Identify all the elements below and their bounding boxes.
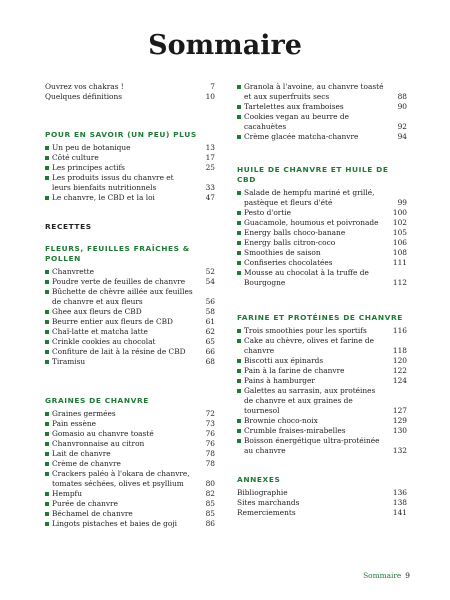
toc-entry[interactable]: Le chanvre, le CBD et la loi 47: [45, 193, 215, 203]
toc-entry[interactable]: Smoothies de saison 108: [237, 248, 407, 258]
toc-section-graines: [45, 396, 215, 529]
toc-section-savoir: [45, 130, 215, 203]
section-heading: FLEURS, FEUILLES FRAÎCHES & POLLEN: [45, 244, 190, 263]
toc-section-fleurs: [45, 244, 215, 367]
toc-entry[interactable]: Pain essène 73: [45, 419, 215, 429]
toc-entry[interactable]: Tartelettes aux framboises 90: [237, 102, 407, 112]
page-number: 9: [405, 571, 410, 580]
toc-entry[interactable]: Pain à la farine de chanvre 122: [237, 366, 407, 376]
toc-entry[interactable]: Bibliographie 136: [237, 488, 407, 497]
toc-entry[interactable]: Pesto d'ortie 100: [237, 208, 407, 218]
section-heading: ANNEXES: [237, 475, 281, 484]
toc-entry[interactable]: Ghee aux fleurs de CBD 58: [45, 307, 215, 317]
toc-entry[interactable]: Confiture de lait à la résine de CBD 66: [45, 347, 215, 357]
toc-entry[interactable]: Galettes au sarrasin, aux protéines de chanvre et aux graines de tournesol 127: [237, 386, 407, 416]
toc-entry[interactable]: Lait de chanvre 78: [45, 449, 215, 459]
toc-entry[interactable]: Lingots pistaches et baies de goji 86: [45, 519, 215, 529]
toc-entry[interactable]: Béchamel de chanvre 85: [45, 509, 215, 519]
toc-entry[interactable]: Graines germées 72: [45, 409, 215, 419]
toc-entry[interactable]: Crème de chanvre 78: [45, 459, 215, 469]
section-heading: POUR EN SAVOIR (UN PEU) PLUS: [45, 130, 197, 139]
toc-entry[interactable]: Energy balls choco-banane 105: [237, 228, 407, 238]
toc-entry[interactable]: Côté culture 17: [45, 153, 215, 163]
toc-entry[interactable]: Cookies vegan au beurre de cacahuètes 92: [237, 112, 407, 132]
toc-entry[interactable]: Confiseries chocolatées 111: [237, 258, 407, 268]
toc-section-recettes: [45, 222, 215, 235]
toc-entry[interactable]: Crème glacée matcha-chanvre 94: [237, 132, 407, 142]
toc-section-annexes: [237, 475, 407, 518]
toc-entry[interactable]: Boisson énergétique ultra-protéinée au chanvre 132: [237, 436, 407, 456]
toc-entry[interactable]: Sites marchands 138: [237, 498, 407, 507]
toc-entry[interactable]: Mousse au chocolat à la truffe de Bourgogne 112: [237, 268, 407, 288]
section-heading: GRAINES DE CHANVRE: [45, 396, 149, 405]
toc-entry[interactable]: Gomasio au chanvre toasté 76: [45, 429, 215, 439]
toc-entry[interactable]: Les principes actifs 25: [45, 163, 215, 173]
toc-intro: [45, 82, 215, 102]
toc-entry[interactable]: Energy balls citron-coco 106: [237, 238, 407, 248]
toc-section-graines-cont: [237, 82, 407, 142]
toc-entry[interactable]: Pains à hamburger 124: [237, 376, 407, 386]
toc-entry[interactable]: Crinkle cookies au chocolat 65: [45, 337, 215, 347]
toc-entry[interactable]: Chaï-latte et matcha latte 62: [45, 327, 215, 337]
toc-entry[interactable]: Tiramisu 68: [45, 357, 215, 367]
toc-entry[interactable]: Salade de hempfu mariné et grillé, pastèque et fleurs d'été 99: [237, 188, 407, 208]
section-heading: FARINE ET PROTÉINES DE CHANVRE: [237, 313, 403, 322]
toc-section-huile: [237, 165, 407, 288]
section-heading: RECETTES: [45, 222, 92, 231]
toc-entry[interactable]: Bûchette de chèvre aillée aux feuilles de chanvre et aux fleurs 56: [45, 287, 215, 307]
toc-entry[interactable]: Guacamole, houmous et poivronade 102: [237, 218, 407, 228]
page-footer: [363, 571, 410, 580]
page-title: Sommaire: [148, 30, 302, 61]
toc-entry[interactable]: Quelques définitions 10: [45, 92, 215, 101]
toc-entry[interactable]: Cake au chèvre, olives et farine de chanvre 118: [237, 336, 407, 356]
footer-label: Sommaire: [363, 571, 402, 580]
toc-entry[interactable]: Chanvrette 52: [45, 267, 215, 277]
toc-entry[interactable]: Brownie choco-noix 129: [237, 416, 407, 426]
toc-section-farine: [237, 313, 407, 456]
toc-entry[interactable]: Trois smoothies pour les sportifs 116: [237, 326, 407, 336]
toc-entry[interactable]: Crackers paléo à l'okara de chanvre, tomates séchées, olives et psyllium 80: [45, 469, 215, 489]
toc-entry[interactable]: Biscotti aux épinards 120: [237, 356, 407, 366]
toc-entry[interactable]: Un peu de botanique 13: [45, 143, 215, 153]
toc-entry[interactable]: Granola à l'avoine, au chanvre toasté et aux superfruits secs 88: [237, 82, 407, 102]
toc-entry[interactable]: Hempfu 82: [45, 489, 215, 499]
toc-entry[interactable]: Purée de chanvre 85: [45, 499, 215, 509]
toc-entry[interactable]: Chanvronnaise au citron 76: [45, 439, 215, 449]
toc-entry[interactable]: Beurre entier aux fleurs de CBD 61: [45, 317, 215, 327]
toc-entry[interactable]: Crumble fraises-mirabelles 130: [237, 426, 407, 436]
toc-entry[interactable]: Les produits issus du chanvre et leurs bienfaits nutritionnels 33: [45, 173, 215, 193]
section-heading: HUILE DE CHANVRE ET HUILE DE CBD: [237, 165, 389, 184]
toc-entry[interactable]: Ouvrez vos chakras ! 7: [45, 82, 215, 91]
toc-entry[interactable]: Poudre verte de feuilles de chanvre 54: [45, 277, 215, 287]
toc-entry[interactable]: Remerciements 141: [237, 508, 407, 517]
